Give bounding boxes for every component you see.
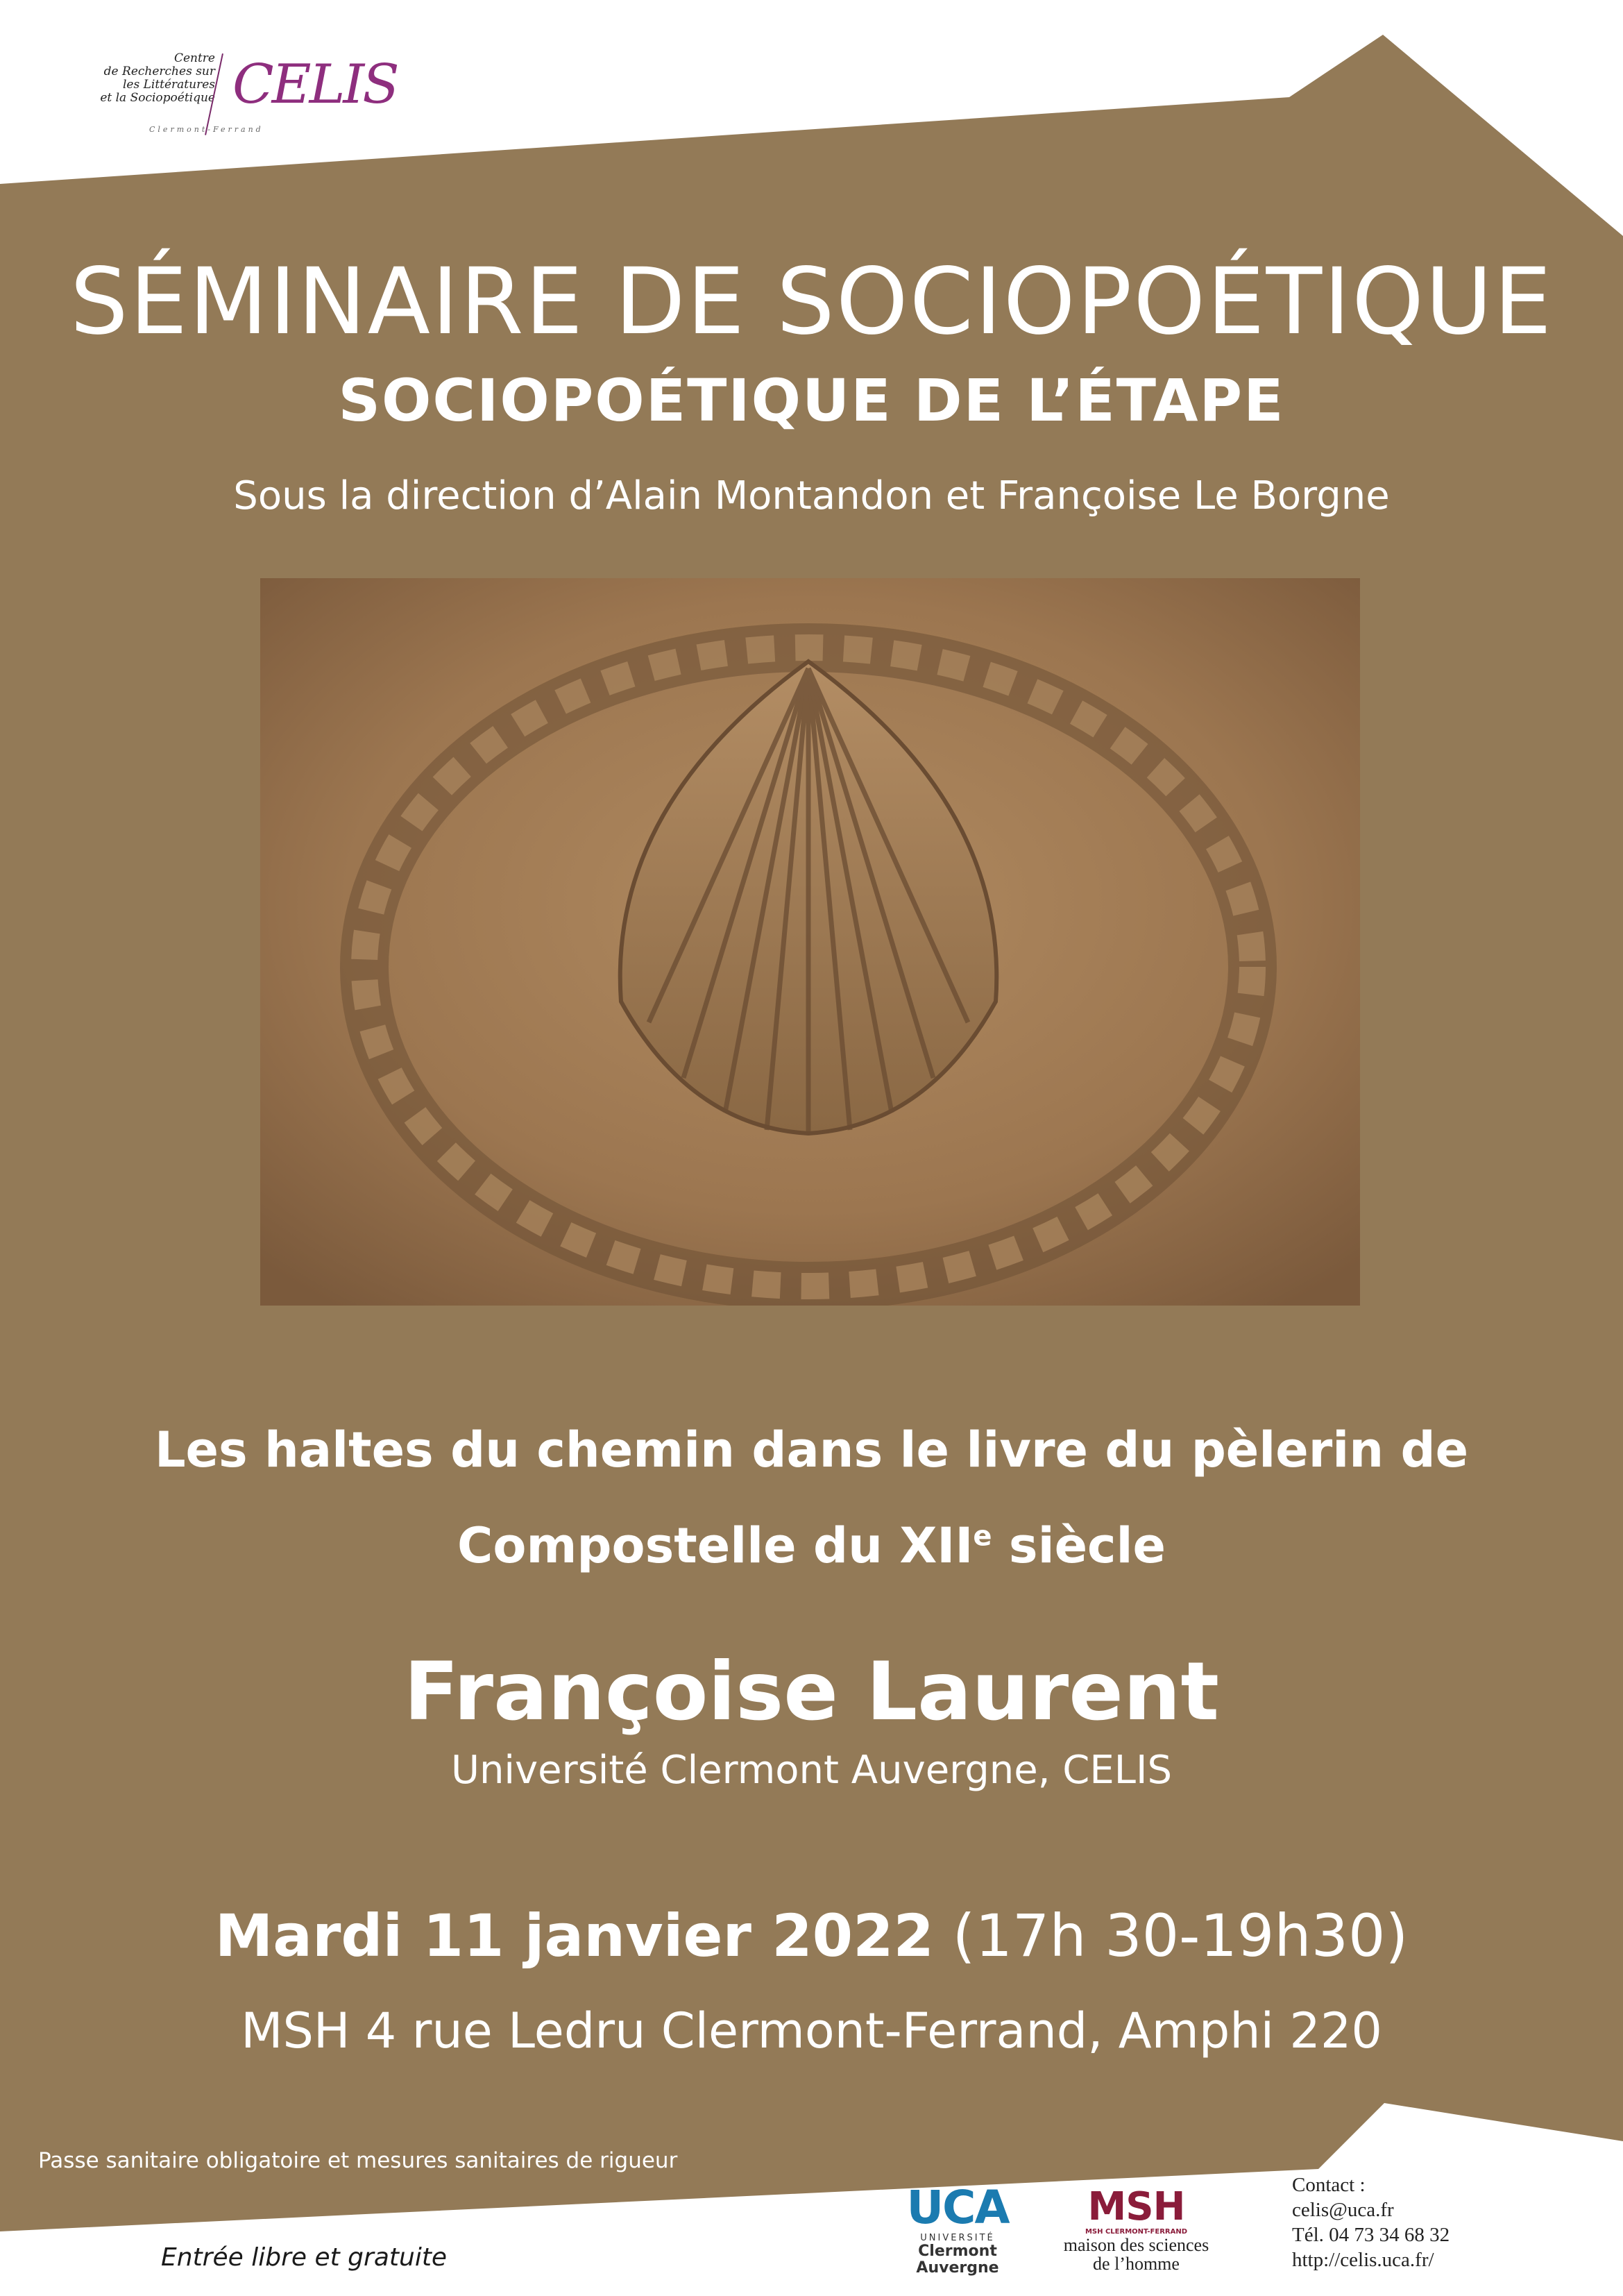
celis-logo-brand: CELIS bbox=[232, 53, 398, 116]
celis-logo-city: Clermont-Ferrand bbox=[149, 125, 264, 134]
speaker-affiliation: Université Clermont Auvergne, CELIS bbox=[450, 1748, 1173, 1793]
contact-phone: Tél. 04 73 34 68 32 bbox=[1292, 2224, 1450, 2246]
scallop-shell-carving-photo bbox=[260, 578, 1360, 1306]
celis-logo bbox=[66, 38, 398, 142]
sanitary-notice: Passe sanitaire obligatoire et mesures sanitaires de rigueur bbox=[38, 2148, 678, 2173]
uca-logo-mark: UCA bbox=[906, 2181, 1009, 2234]
msh-logo: MSH MSH CLERMONT-FERRAND maison des sciences de l’homme bbox=[1048, 2186, 1225, 2284]
event-venue: MSH 4 rue Ledru Clermont-Ferrand, Amphi 220 bbox=[241, 2002, 1382, 2059]
contact-block bbox=[1292, 2172, 1450, 2272]
event-date-time bbox=[0, 1902, 1623, 1970]
celis-logo-text: Centre de Recherches sur les Littératures et la Sociopoétique bbox=[100, 51, 215, 105]
page-title: SÉMINAIRE DE SOCIOPOÉTIQUE bbox=[69, 248, 1554, 355]
direction-line: Sous la direction d’Alain Montandon et Françoise Le Borgne bbox=[233, 473, 1390, 518]
event-date: Mardi 11 janvier 2022 bbox=[214, 1902, 934, 1970]
page-subtitle: SOCIOPOÉTIQUE DE L’ÉTAPE bbox=[338, 366, 1285, 434]
talk-title-line-2: Compostelle du XIIe siècle bbox=[457, 1517, 1166, 1574]
contact-website[interactable]: http://celis.uca.fr/ bbox=[1292, 2249, 1434, 2271]
msh-logo-mark: MSH bbox=[1087, 2184, 1185, 2229]
entry-notice: Entrée libre et gratuite bbox=[161, 2243, 448, 2272]
speaker-name: Françoise Laurent bbox=[404, 1645, 1219, 1739]
talk-title-line-1: Les haltes du chemin dans le livre du pèlerin de bbox=[154, 1421, 1469, 1478]
talk-title bbox=[0, 1402, 1623, 1594]
uca-logo: UCA UNIVERSITÉ Clermont Auvergne bbox=[902, 2183, 1013, 2287]
event-time: (17h 30-19h30) bbox=[933, 1902, 1409, 1970]
contact-label: Contact : bbox=[1292, 2174, 1366, 2196]
contact-email[interactable]: celis@uca.fr bbox=[1292, 2199, 1394, 2221]
